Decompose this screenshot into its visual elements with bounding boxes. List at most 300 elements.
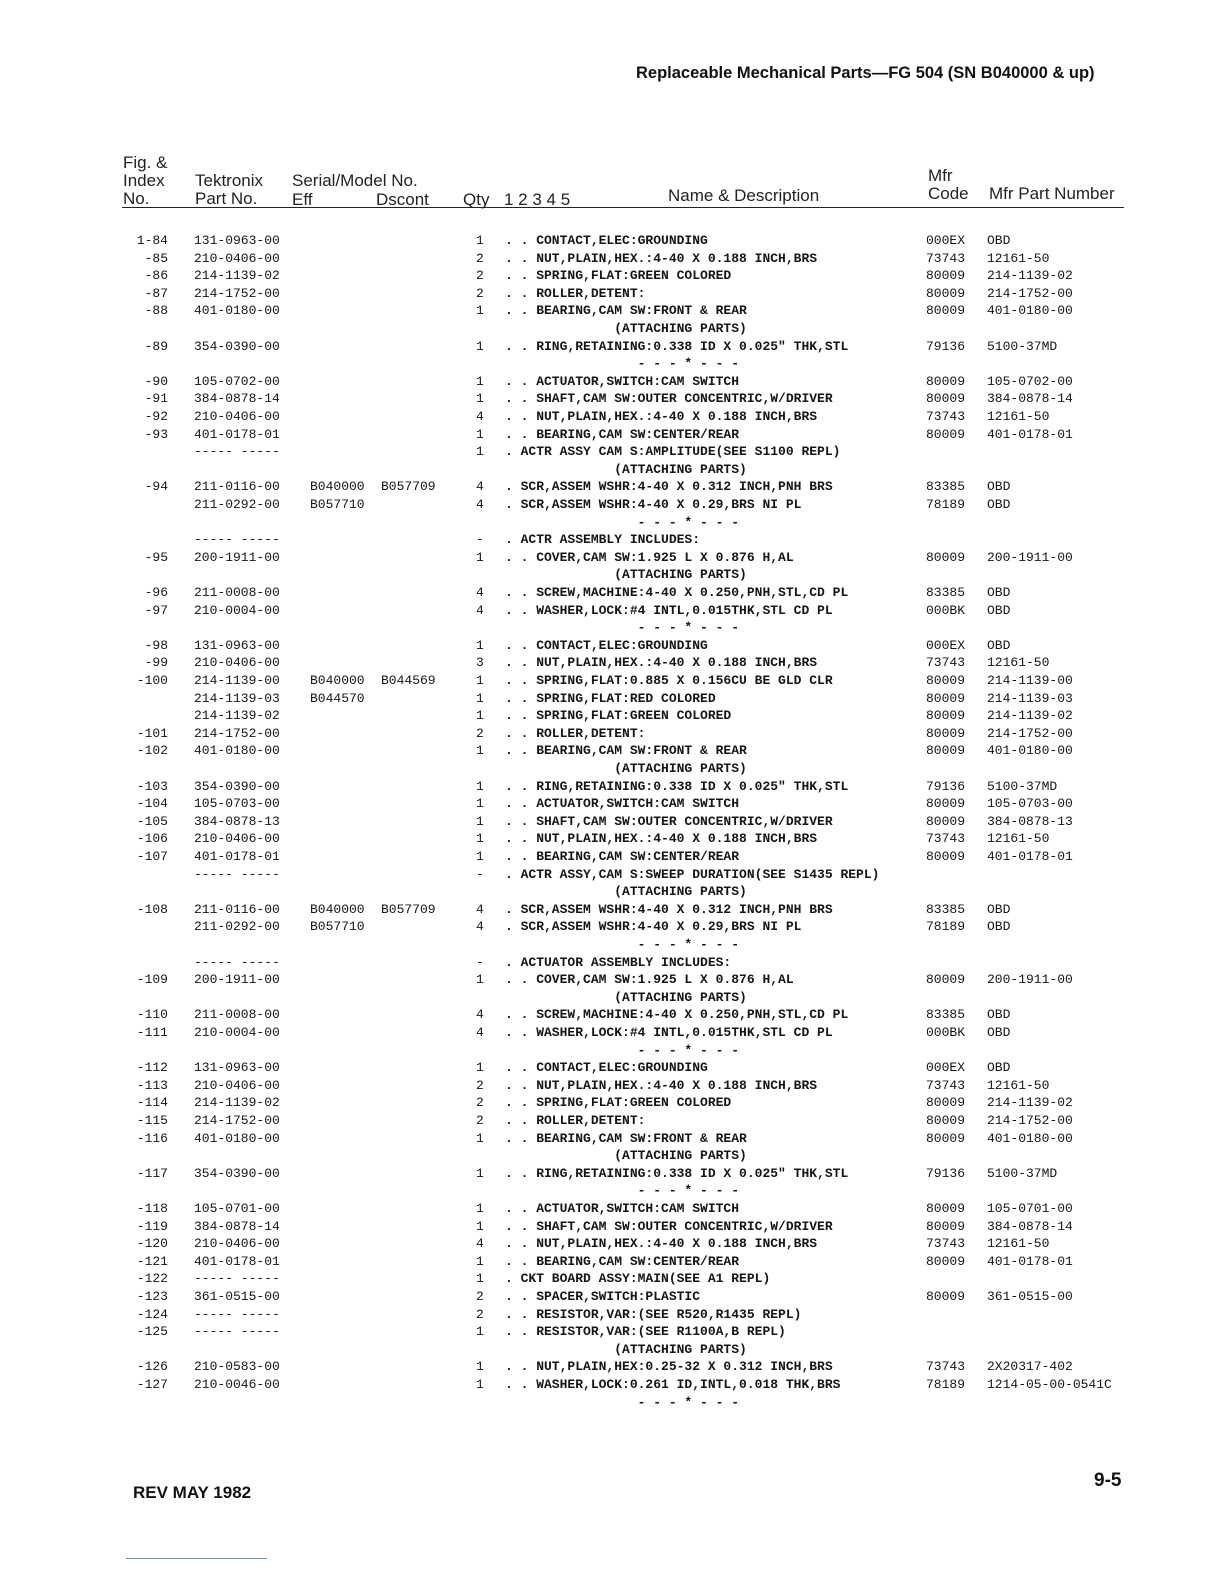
cell-index-no: -125 — [136, 1324, 168, 1340]
cell-mfr-part-number: 200-1911-00 — [987, 972, 1073, 988]
cell-mfr-part-number: 200-1911-00 — [987, 549, 1073, 565]
cell-serial-dscont: B057709 — [381, 479, 436, 495]
cell-mfr-part-number: 12161-50 — [987, 655, 1050, 671]
cell-name-description: - - - * - - - — [505, 937, 740, 952]
cell-mfr-part-number: OBD — [987, 233, 1011, 248]
cell-mfr-code: 80009 — [926, 391, 966, 407]
cell-part-no: 401-0178-01 — [194, 849, 280, 864]
table-row — [0, 1147, 1224, 1165]
cell-name-description: - - - * - - - — [505, 620, 740, 636]
cell-serial-eff: B040000 — [310, 673, 365, 688]
cell-part-no: 384-0878-13 — [194, 813, 280, 829]
cell-mfr-part-number: 1214-05-00-0541C — [987, 1377, 1112, 1392]
table-row — [0, 549, 1224, 567]
cell-mfr-code: 83385 — [926, 901, 966, 917]
cell-name-description: (ATTACHING PARTS) — [505, 884, 747, 900]
cell-part-no: 210-0583-00 — [194, 1359, 280, 1375]
cell-qty: 1 — [476, 1271, 484, 1287]
cell-name-description: (ATTACHING PARTS) — [505, 1148, 747, 1164]
table-row — [0, 883, 1224, 901]
cell-index-no: -101 — [136, 725, 168, 741]
cell-name-description: . . WASHER,LOCK:#4 INTL,0.015THK,STL CD PL — [505, 602, 833, 618]
cell-qty: 1 — [476, 1060, 484, 1076]
cell-part-no: 131-0963-00 — [194, 233, 280, 248]
col-tektronix-part-no: Tektronix Part No. — [195, 171, 264, 208]
cell-name-description: . . BEARING,CAM SW:FRONT & REAR — [505, 743, 747, 759]
col-mfr-code: Mfr Code — [928, 166, 969, 203]
cell-name-description: . . ROLLER,DETENT: — [505, 1113, 646, 1128]
table-row — [0, 1200, 1224, 1218]
cell-mfr-part-number: 5100-37MD — [987, 1165, 1058, 1181]
table-row — [0, 1288, 1224, 1306]
table-row — [0, 232, 1224, 250]
cell-name-description: . . SCREW,MACHINE:4-40 X 0.250,PNH,STL,CD PL — [505, 1007, 849, 1023]
table-row — [0, 813, 1224, 831]
cell-qty: 2 — [476, 1289, 484, 1304]
cell-serial-dscont: B057709 — [381, 901, 436, 917]
page-header-title: Replaceable Mechanical Parts—FG 504 (SN B040000 & up) — [636, 64, 1095, 82]
cell-mfr-code: 78189 — [926, 919, 966, 935]
cell-qty: 1 — [476, 796, 484, 812]
cell-qty: 1 — [476, 338, 484, 354]
cell-index-no: -124 — [136, 1306, 168, 1322]
cell-part-no: 210-0406-00 — [194, 655, 280, 671]
table-row — [0, 1182, 1224, 1200]
cell-name-description: . . SPRING,FLAT:GREEN COLORED — [505, 268, 732, 284]
cell-mfr-part-number: OBD — [987, 1025, 1011, 1040]
cell-qty: 1 — [476, 690, 484, 706]
cell-index-no: -120 — [136, 1236, 168, 1252]
cell-name-description: - - - * - - - — [505, 356, 740, 372]
cell-index-no: -98 — [144, 637, 168, 653]
cell-qty: 2 — [476, 285, 484, 301]
cell-name-description: . SCR,ASSEM WSHR:4-40 X 0.29,BRS NI PL — [505, 497, 802, 512]
cell-part-no: 214-1139-02 — [194, 708, 280, 724]
cell-name-description: . . NUT,PLAIN,HEX.:4-40 X 0.188 INCH,BRS — [505, 409, 818, 424]
cell-mfr-code: 79136 — [926, 778, 966, 794]
cell-qty: 4 — [476, 1025, 484, 1040]
cell-mfr-part-number: 214-1752-00 — [987, 725, 1073, 741]
cell-index-no: -86 — [144, 268, 168, 284]
cell-index-no: -119 — [136, 1218, 168, 1234]
cell-mfr-code: 80009 — [926, 1201, 966, 1216]
cell-name-description: . . SCREW,MACHINE:4-40 X 0.250,PNH,STL,CD PL — [505, 585, 849, 600]
cell-name-description: . . CONTACT,ELEC:GROUNDING — [505, 1060, 708, 1076]
cell-qty: 2 — [476, 725, 484, 741]
cell-index-no: -126 — [136, 1359, 168, 1375]
cell-qty: 4 — [476, 901, 484, 917]
cell-name-description: . . SHAFT,CAM SW:OUTER CONCENTRIC,W/DRIVER — [505, 813, 833, 829]
revision-date: REV MAY 1982 — [133, 1483, 252, 1502]
cell-mfr-code: 78189 — [926, 1377, 966, 1392]
cell-index-no: -95 — [144, 549, 168, 565]
cell-mfr-part-number: 105-0703-00 — [987, 796, 1073, 812]
table-row — [0, 584, 1224, 602]
table-row — [0, 531, 1224, 549]
table-row — [0, 654, 1224, 672]
cell-mfr-code: 80009 — [926, 849, 966, 864]
cell-index-no: -85 — [144, 250, 168, 266]
table-row — [0, 1024, 1224, 1042]
cell-name-description: - - - * - - - — [505, 1042, 740, 1058]
cell-qty: 1 — [476, 673, 484, 688]
cell-mfr-part-number: 401-0178-01 — [987, 849, 1073, 864]
cell-qty: 3 — [476, 655, 484, 671]
cell-part-no: 105-0701-00 — [194, 1201, 280, 1216]
cell-index-no: -115 — [136, 1113, 168, 1128]
table-row — [0, 936, 1224, 954]
cell-name-description: (ATTACHING PARTS) — [505, 567, 747, 583]
cell-index-no: -114 — [136, 1095, 168, 1111]
cell-name-description: - - - * - - - — [505, 514, 740, 530]
cell-qty: - — [476, 532, 484, 548]
cell-index-no: 1-84 — [136, 233, 168, 248]
cell-part-no: 214-1752-00 — [194, 1113, 280, 1128]
cell-part-no: 210-0406-00 — [194, 1236, 280, 1252]
cell-mfr-code: 80009 — [926, 1095, 966, 1111]
cell-part-no: 354-0390-00 — [194, 1165, 280, 1181]
cell-mfr-code: 73743 — [926, 655, 966, 671]
col-serial-model-no: Serial/Model No. — [292, 171, 418, 190]
cell-qty: 4 — [476, 1236, 484, 1252]
cell-mfr-code: 83385 — [926, 585, 966, 600]
cell-qty: 4 — [476, 1007, 484, 1023]
cell-index-no: -122 — [136, 1271, 168, 1287]
cell-part-no: ----- ----- — [194, 532, 280, 548]
cell-part-no: 214-1752-00 — [194, 725, 280, 741]
table-row — [0, 707, 1224, 725]
cell-name-description: - - - * - - - — [505, 1183, 740, 1199]
cell-name-description: (ATTACHING PARTS) — [505, 989, 747, 1005]
cell-mfr-part-number: 12161-50 — [987, 831, 1050, 847]
cell-name-description: . . NUT,PLAIN,HEX.:4-40 X 0.188 INCH,BRS — [505, 1077, 818, 1093]
cell-part-no: 200-1911-00 — [194, 972, 280, 988]
cell-name-description: . . SHAFT,CAM SW:OUTER CONCENTRIC,W/DRIVER — [505, 391, 833, 407]
table-row — [0, 1112, 1224, 1130]
cell-part-no: 210-0046-00 — [194, 1377, 280, 1392]
table-row — [0, 426, 1224, 444]
cell-qty: 2 — [476, 1077, 484, 1093]
cell-mfr-part-number: OBD — [987, 602, 1011, 618]
table-row — [0, 1306, 1224, 1324]
cell-index-no: -113 — [136, 1077, 168, 1093]
table-row — [0, 830, 1224, 848]
table-row — [0, 619, 1224, 637]
cell-mfr-part-number: OBD — [987, 637, 1011, 653]
table-row — [0, 1130, 1224, 1148]
cell-name-description: . . SPACER,SWITCH:PLASTIC — [505, 1289, 701, 1304]
cell-part-no: 211-0292-00 — [194, 919, 280, 935]
cell-name-description: . . RING,RETAINING:0.338 ID X 0.025" THK,STL — [505, 778, 849, 794]
cell-qty: 1 — [476, 1165, 484, 1181]
cell-part-no: 214-1752-00 — [194, 285, 280, 301]
table-row — [0, 778, 1224, 796]
table-row — [0, 514, 1224, 532]
cell-part-no: 401-0178-01 — [194, 1253, 280, 1269]
cell-name-description: . . WASHER,LOCK:#4 INTL,0.015THK,STL CD PL — [505, 1025, 833, 1040]
cell-mfr-code: 80009 — [926, 549, 966, 565]
cell-qty: 1 — [476, 813, 484, 829]
cell-qty: 1 — [476, 303, 484, 319]
cell-name-description: . ACTUATOR ASSEMBLY INCLUDES: — [505, 954, 732, 970]
cell-name-description: . . BEARING,CAM SW:CENTER/REAR — [505, 1253, 740, 1269]
table-row — [0, 742, 1224, 760]
cell-name-description: . . SPRING,FLAT:RED COLORED — [505, 690, 716, 706]
table-row — [0, 1235, 1224, 1253]
cell-name-description: - - - * - - - — [505, 1394, 740, 1410]
col-fig-index-no: Fig. & Index No. — [123, 153, 168, 208]
table-row — [0, 989, 1224, 1007]
cell-name-description: . ACTR ASSEMBLY INCLUDES: — [505, 532, 701, 548]
cell-mfr-part-number: 105-0701-00 — [987, 1201, 1073, 1216]
cell-mfr-code: 80009 — [926, 268, 966, 284]
cell-mfr-part-number: OBD — [987, 1060, 1011, 1076]
cell-qty: 2 — [476, 250, 484, 266]
col-mfr-part-number: Mfr Part Number — [989, 184, 1115, 203]
cell-mfr-part-number: 214-1752-00 — [987, 285, 1073, 301]
cell-mfr-part-number: 384-0878-14 — [987, 1218, 1073, 1234]
cell-name-description: . ACTR ASSY CAM S:AMPLITUDE(SEE S1100 REPL) — [505, 444, 841, 460]
cell-mfr-part-number: 384-0878-13 — [987, 813, 1073, 829]
cell-qty: 1 — [476, 549, 484, 565]
cell-index-no: -108 — [136, 901, 168, 917]
cell-part-no: ----- ----- — [194, 1324, 280, 1340]
cell-name-description: . . BEARING,CAM SW:FRONT & REAR — [505, 303, 747, 319]
cell-mfr-code: 80009 — [926, 1218, 966, 1234]
cell-mfr-code: 80009 — [926, 813, 966, 829]
cell-mfr-code: 80009 — [926, 285, 966, 301]
cell-index-no: -99 — [144, 655, 168, 671]
table-row — [0, 866, 1224, 884]
cell-mfr-code: 80009 — [926, 796, 966, 812]
cell-mfr-part-number: 401-0180-00 — [987, 743, 1073, 759]
cell-part-no: 210-0406-00 — [194, 250, 280, 266]
cell-mfr-part-number: 12161-50 — [987, 409, 1050, 424]
cell-name-description: . . NUT,PLAIN,HEX.:4-40 X 0.188 INCH,BRS — [505, 831, 818, 847]
cell-qty: 1 — [476, 972, 484, 988]
cell-name-description: . . ACTUATOR,SWITCH:CAM SWITCH — [505, 796, 740, 812]
table-row — [0, 461, 1224, 479]
cell-index-no: -116 — [136, 1130, 168, 1146]
cell-name-description: . . SHAFT,CAM SW:OUTER CONCENTRIC,W/DRIVER — [505, 1218, 833, 1234]
cell-part-no: 211-0292-00 — [194, 497, 280, 512]
cell-part-no: 211-0008-00 — [194, 1007, 280, 1023]
cell-part-no: ----- ----- — [194, 954, 280, 970]
cell-qty: 1 — [476, 1324, 484, 1340]
cell-mfr-part-number: 214-1752-00 — [987, 1113, 1073, 1128]
cell-part-no: 210-0004-00 — [194, 1025, 280, 1040]
table-row — [0, 672, 1224, 690]
cell-qty: 1 — [476, 373, 484, 389]
cell-index-no: -121 — [136, 1253, 168, 1269]
table-row — [0, 637, 1224, 655]
cell-part-no: 361-0515-00 — [194, 1289, 280, 1304]
cell-mfr-part-number: OBD — [987, 497, 1011, 512]
cell-mfr-code: 000BK — [926, 602, 966, 618]
page-number: 9-5 — [1094, 1470, 1122, 1491]
cell-mfr-part-number: 2X20317-402 — [987, 1359, 1073, 1375]
cell-mfr-code: 80009 — [926, 373, 966, 389]
cell-mfr-code: 80009 — [926, 1130, 966, 1146]
cell-part-no: 354-0390-00 — [194, 778, 280, 794]
table-row — [0, 901, 1224, 919]
cell-mfr-code: 83385 — [926, 479, 966, 495]
cell-index-no: -123 — [136, 1289, 168, 1304]
cell-part-no: 401-0180-00 — [194, 743, 280, 759]
table-row — [0, 971, 1224, 989]
table-row — [0, 1165, 1224, 1183]
cell-mfr-part-number: OBD — [987, 585, 1011, 600]
table-row — [0, 1376, 1224, 1394]
table-row — [0, 1218, 1224, 1236]
cell-index-no: -105 — [136, 813, 168, 829]
cell-index-no: -90 — [144, 373, 168, 389]
col-indent-levels: 1 2 3 4 5 — [504, 190, 571, 209]
cell-qty: 1 — [476, 637, 484, 653]
cell-qty: 2 — [476, 1095, 484, 1111]
table-row — [0, 355, 1224, 373]
table-row — [0, 267, 1224, 285]
cell-name-description: . . CONTACT,ELEC:GROUNDING — [505, 637, 708, 653]
cell-serial-eff: B057710 — [310, 497, 365, 512]
cell-name-description: . . RESISTOR,VAR:(SEE R1100A,B REPL) — [505, 1324, 786, 1340]
table-row — [0, 443, 1224, 461]
cell-qty: 1 — [476, 1253, 484, 1269]
cell-name-description: . SCR,ASSEM WSHR:4-40 X 0.29,BRS NI PL — [505, 919, 802, 935]
cell-mfr-part-number: 12161-50 — [987, 1236, 1050, 1252]
cell-qty: 1 — [476, 1201, 484, 1216]
cell-name-description: . . RESISTOR,VAR:(SEE R520,R1435 REPL) — [505, 1306, 802, 1322]
cell-index-no: -96 — [144, 585, 168, 600]
cell-index-no: -127 — [136, 1377, 168, 1392]
cell-part-no: 210-0406-00 — [194, 1077, 280, 1093]
table-row — [0, 1323, 1224, 1341]
cell-name-description: . . RING,RETAINING:0.338 ID X 0.025" THK,STL — [505, 1165, 849, 1181]
cell-name-description: . . ACTUATOR,SWITCH:CAM SWITCH — [505, 1201, 740, 1216]
table-row — [0, 795, 1224, 813]
cell-part-no: 211-0116-00 — [194, 479, 280, 495]
table-row — [0, 1341, 1224, 1359]
cell-mfr-code: 80009 — [926, 743, 966, 759]
cell-name-description: . . RING,RETAINING:0.338 ID X 0.025" THK,STL — [505, 338, 849, 354]
cell-part-no: 214-1139-03 — [194, 690, 280, 706]
cell-mfr-code: 79136 — [926, 338, 966, 354]
col-eff: Eff — [292, 190, 313, 209]
cell-qty: 1 — [476, 444, 484, 460]
cell-name-description: . . ROLLER,DETENT: — [505, 285, 646, 301]
cell-qty: 4 — [476, 409, 484, 424]
cell-mfr-part-number: OBD — [987, 479, 1011, 495]
cell-mfr-part-number: 214-1139-02 — [987, 708, 1073, 724]
cell-index-no: -109 — [136, 972, 168, 988]
cell-qty: 4 — [476, 585, 484, 600]
cell-index-no: -94 — [144, 479, 168, 495]
table-row — [0, 760, 1224, 778]
cell-qty: 1 — [476, 778, 484, 794]
cell-mfr-part-number: 401-0178-01 — [987, 426, 1073, 442]
cell-mfr-part-number: 401-0180-00 — [987, 1130, 1073, 1146]
cell-part-no: 200-1911-00 — [194, 549, 280, 565]
cell-mfr-part-number: 401-0178-01 — [987, 1253, 1073, 1269]
cell-qty: 1 — [476, 1218, 484, 1234]
table-row — [0, 566, 1224, 584]
cell-serial-eff: B040000 — [310, 479, 365, 495]
table-row — [0, 373, 1224, 391]
cell-name-description: . CKT BOARD ASSY:MAIN(SEE A1 REPL) — [505, 1271, 771, 1287]
cell-name-description: (ATTACHING PARTS) — [505, 321, 747, 336]
cell-name-description: . . ACTUATOR,SWITCH:CAM SWITCH — [505, 373, 740, 389]
cell-mfr-code: 83385 — [926, 1007, 966, 1023]
cell-name-description: . . ROLLER,DETENT: — [505, 725, 646, 741]
cell-name-description: . . SPRING,FLAT:GREEN COLORED — [505, 1095, 732, 1111]
cell-name-description: . . COVER,CAM SW:1.925 L X 0.876 H,AL — [505, 549, 794, 565]
cell-mfr-part-number: 105-0702-00 — [987, 373, 1073, 389]
cell-qty: 4 — [476, 602, 484, 618]
cell-serial-eff: B040000 — [310, 901, 365, 917]
cell-index-no: -92 — [144, 409, 168, 424]
cell-name-description: . SCR,ASSEM WSHR:4-40 X 0.312 INCH,PNH BRS — [505, 901, 833, 917]
cell-mfr-code: 80009 — [926, 708, 966, 724]
cell-name-description: . . BEARING,CAM SW:CENTER/REAR — [505, 849, 740, 864]
cell-serial-dscont: B044569 — [381, 673, 436, 688]
cell-qty: 4 — [476, 919, 484, 935]
cell-part-no: 210-0406-00 — [194, 831, 280, 847]
cell-mfr-part-number: 5100-37MD — [987, 338, 1058, 354]
cell-index-no: -89 — [144, 338, 168, 354]
cell-index-no: -88 — [144, 303, 168, 319]
cell-serial-eff: B044570 — [310, 690, 365, 706]
cell-qty: 2 — [476, 268, 484, 284]
cell-mfr-code: 73743 — [926, 1359, 966, 1375]
cell-name-description: (ATTACHING PARTS) — [505, 1341, 747, 1357]
cell-index-no: -111 — [136, 1025, 168, 1040]
cell-index-no: -110 — [136, 1007, 168, 1023]
cell-mfr-code: 79136 — [926, 1165, 966, 1181]
cell-name-description: . . BEARING,CAM SW:FRONT & REAR — [505, 1130, 747, 1146]
table-row — [0, 1270, 1224, 1288]
table-row — [0, 1253, 1224, 1271]
cell-index-no: -100 — [136, 673, 168, 688]
cell-name-description: . . BEARING,CAM SW:CENTER/REAR — [505, 426, 740, 442]
cell-qty: 4 — [476, 497, 484, 512]
cell-mfr-code: 73743 — [926, 1077, 966, 1093]
cell-qty: 1 — [476, 1130, 484, 1146]
cell-part-no: 401-0180-00 — [194, 1130, 280, 1146]
cell-mfr-code: 80009 — [926, 673, 966, 688]
cell-qty: 1 — [476, 1359, 484, 1375]
table-row — [0, 1059, 1224, 1077]
cell-name-description: (ATTACHING PARTS) — [505, 461, 747, 477]
cell-name-description: . . CONTACT,ELEC:GROUNDING — [505, 233, 708, 248]
cell-name-description: . . NUT,PLAIN,HEX.:4-40 X 0.188 INCH,BRS — [505, 250, 818, 266]
cell-part-no: ----- ----- — [194, 866, 280, 882]
cell-mfr-code: 73743 — [926, 1236, 966, 1252]
cell-part-no: ----- ----- — [194, 1271, 280, 1287]
cell-index-no: -118 — [136, 1201, 168, 1216]
table-row — [0, 725, 1224, 743]
cell-name-description: . . NUT,PLAIN,HEX.:4-40 X 0.188 INCH,BRS — [505, 1236, 818, 1252]
cell-mfr-code: 73743 — [926, 409, 966, 424]
cell-mfr-code: 73743 — [926, 831, 966, 847]
table-row — [0, 1077, 1224, 1095]
cell-serial-eff: B057710 — [310, 919, 365, 935]
cell-name-description: . . WASHER,LOCK:0.261 ID,INTL,0.018 THK,BRS — [505, 1377, 841, 1392]
col-name-description: Name & Description — [668, 186, 820, 205]
cell-mfr-code: 80009 — [926, 303, 966, 319]
cell-mfr-code: 78189 — [926, 497, 966, 512]
cell-qty: 1 — [476, 743, 484, 759]
table-row — [0, 918, 1224, 936]
